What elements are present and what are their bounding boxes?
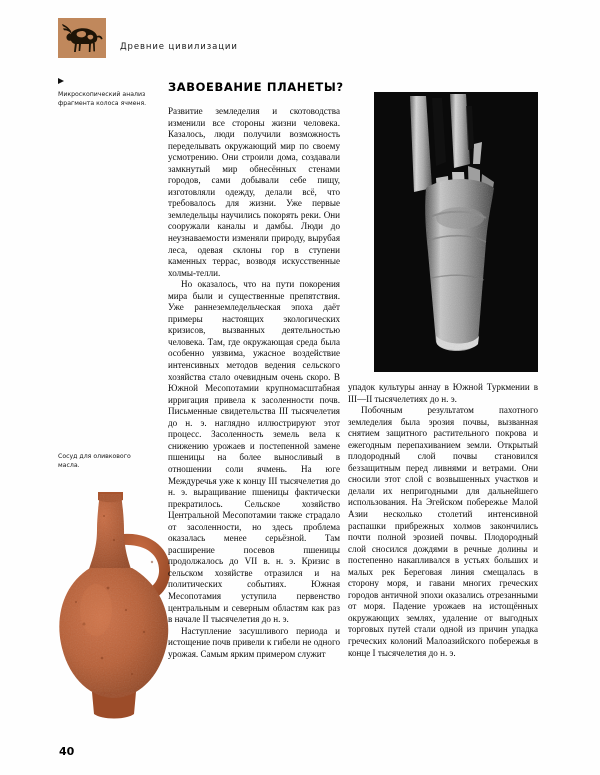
terracotta-olive-oil-jug-photo xyxy=(48,492,180,754)
barley-caption-block xyxy=(58,78,150,108)
paragraph: Побочным результатом пахотного земледелия была эрозия почвы, вызванная снятием защитного растительного покрова и ежегодным перепахиванием земли. Открытый плодородный слой почвы становился беззащитным перед ливнями и ветрами. Они сносили этот слой с возвышенных участков и делали их непригодными для дальнейшего использования. На Эгейском побережье Малой Азии несколько столетий интенсивной распашки прибрежных холмов закончились почти полной эрозией почвы. Плодородный слой сносился дождями в речные долины и постепенно накапливался в устьях больших и малых рек Береговая линия смещалась в сторону моря, и гавани многих греческих городов античной эпохи оказались отрезанными от моря. Падение урожаев на истощённых окружающих землях, удаление от выгодных торговых путей стали одной из причин упадка греческих колоний Малоазийского побережья в конце I тысячелетия до н. э. xyxy=(348,405,538,658)
cave-painting-bull-icon xyxy=(58,18,106,58)
paragraph: упадок культуры аннау в Южной Туркмении в III—II тысячелетиях до н. э. xyxy=(348,382,538,404)
page-number: 40 xyxy=(59,745,75,758)
paragraph: Но оказалось, что на пути покорения мира были и существенные препятствия. Уже раннеземледельческая эпоха даёт примеры настоящих экологических кризисов, вызванных деятельностью человека. Там, где окружающая среда была особенно уязвима, ужасное воздействие интенсивных методов ведения сельского хозяйства стало очевидным очень скоро. В Южной Месопотамии крупномасштабная ирригация привела к засоленности почв. Письменные свидетельства III тысячелетия до н. э. наглядно иллюстрируют этот процесс. Засоленность земель вела к снижению урожаев и постепенной замене пшеницы на более выносливый в отношении соли ячмень. На юге Междуречья уже к концу III тысячелетия до н. э. выращивание пшеницы фактически прекратилось. Сельское хозяйство Центральной Месопотамии также страдало от засоленности, но здесь проблема оказалась менее серьёзной. Там расширение посевов пшеницы продолжалось до VII в. н. э. Кризис в сельском хозяйстве отразился и на политических событиях. Южная Месопотамия уступила первенство центральным и северным областям как раз в начале II тысячелетия до н. э. xyxy=(168,279,340,625)
body-column-left xyxy=(168,106,340,736)
page-header xyxy=(58,18,538,60)
vessel-caption-text: Сосуд для оливкового масла. xyxy=(58,453,131,469)
page-title: ЗАВОЕВАНИЕ ПЛАНЕТЫ? xyxy=(168,80,344,94)
paragraph: Развитие земледелия и скотоводства изменили все стороны жизни человека. Казалось, люди получили возможность переделывать окружающий мир по своему усмотрению. Они строили дома, создавали замкнутый мир обнесённых стенами городов, сами добывали себе пищу, изготовляли одежду, делали всё, что требовалось для жизни. Уже первые земледельцы научились покорять реки. Они сооружали каналы и дамбы. Люди до неузнаваемости изменяли природу, вырубая леса, одевая склоны гор в ступени каменных террас, возводя искусственные холмы-телли. xyxy=(168,106,340,278)
section-title: Древние цивилизации xyxy=(120,42,238,52)
paragraph: Наступление засушливого периода и истощение почв привели к гибели не одного урожая. Самым ярким примером служит xyxy=(168,625,340,659)
barley-spike-microscope-photo xyxy=(374,92,538,372)
triangle-bullet-icon xyxy=(58,78,64,84)
body-column-right xyxy=(348,382,538,659)
barley-caption-text: Микроскопический анализ фрагмента колоса ячменя. xyxy=(58,91,147,107)
